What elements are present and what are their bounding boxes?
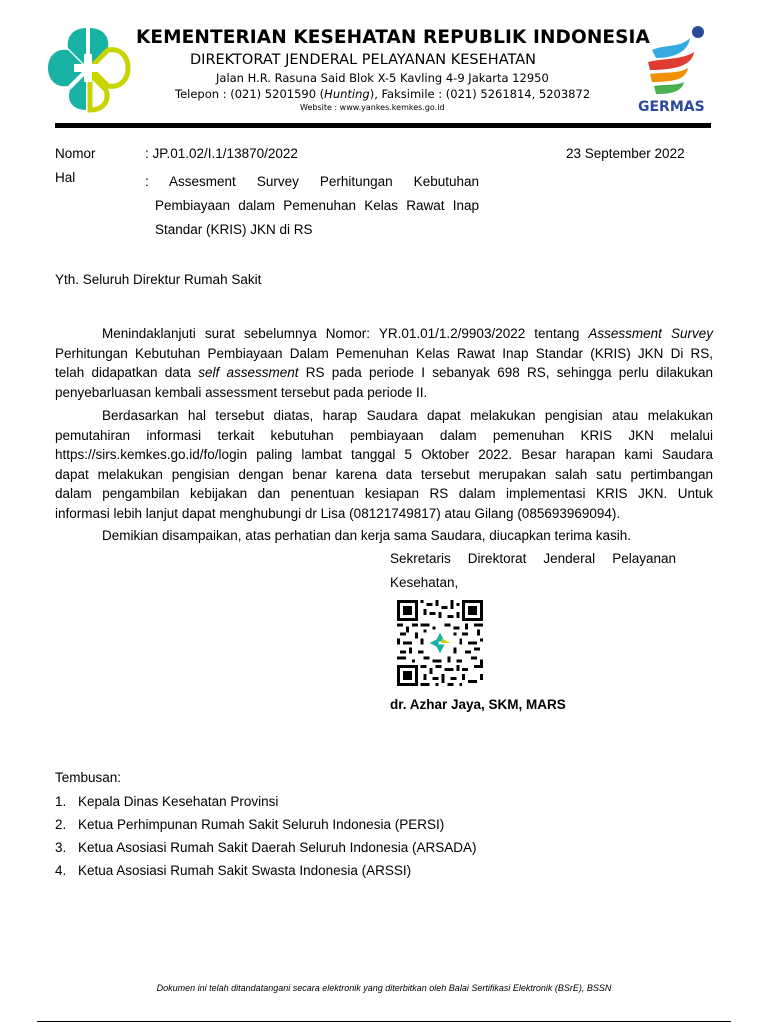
list-item: 2. Ketua Perhimpunan Rumah Sakit Seluruh Indonesia (PERSI) (55, 817, 445, 832)
letterhead-subtitle: DIREKTORAT JENDERAL PELAYANAN KESEHATAN (190, 52, 536, 68)
letterhead-divider (55, 123, 711, 128)
footer-note: Dokumen ini telah ditandatangani secara elektronik yang diterbitkan oleh Balai Sertifikasi Elektronik (BSrE), BSSN (156, 983, 612, 993)
body-paragraph-2: Berdasarkan hal tersebut diatas, harap Saudara dapat melakukan pengisian atau melakukan pemutahiran informasi terkait kebutuhan pembiayaan dalam pemenuhan KRIS JKN melalui https://sirs.kemkes.go.id/fo/login paling lambat tanggal 5 Oktober 2022. Besar harapan kami Saudara dapat melakukan pengisian dengan benar karena data tersebut merupakan salah satu pertimbangan dalam pengambilan kebijakan dan penentuan kesiapan RS dalam implementasi KRIS JKN. Untuk informasi lebih lanjut dapat menghubungi dr Lisa (08121749817) atau Gilang (085693969094). (55, 408, 713, 521)
nomor-value: : JP.01.02/I.1/13870/2022 (145, 146, 298, 161)
hal-subject: : Assesment Survey Perhitungan Kebutuhan Pembiayaan dalam Pemenuhan Kelas Rawat Inap Standar (KRIS) JKN di RS (145, 174, 479, 237)
germas-label: GERMAS (638, 99, 705, 115)
list-item: 3. Ketua Asosiasi Rumah Sakit Daerah Seluruh Indonesia (ARSADA) (55, 840, 477, 855)
list-item: 1. Kepala Dinas Kesehatan Provinsi (55, 794, 279, 809)
letterhead-address: Jalan H.R. Rasuna Said Blok X-5 Kavling 4-9 Jakarta 12950 (216, 71, 549, 85)
hal-label: Hal (55, 170, 76, 185)
body-paragraph-3: Demikian disampaikan, atas perhatian dan kerja sama Saudara, diucapkan terima kasih. (102, 528, 632, 543)
letter-date: 23 September 2022 (566, 146, 685, 161)
letterhead-title: KEMENTERIAN KESEHATAN REPUBLIK INDONESIA (136, 27, 650, 48)
signer-name: dr. Azhar Jaya, SKM, MARS (390, 697, 566, 712)
letterhead-website: Website : www.yankes.kemkes.go.id (300, 103, 445, 112)
body-paragraph-1: Menindaklanjuti surat sebelumnya Nomor: YR.01.01/1.2/9903/2022 tentang Assessment Survey Perhitungan Kebutuhan Pembiayaan Dalam Pemenuhan Kelas Rawat Inap Standar (KRIS) JKN Di RS, telah didapatkan data self assessment RS pada periode I sebanyak 698 RS, sehingga perlu dilakukan penyebarluasan kembali assessment tersebut pada periode II. (55, 326, 714, 400)
nomor-label: Nomor (55, 146, 96, 161)
signature-title: Sekretaris Direktorat Jenderal Pelayanan Kesehatan, (390, 551, 676, 590)
tembusan-list (55, 792, 476, 884)
list-item: 4. Ketua Asosiasi Rumah Sakit Swasta Indonesia (ARSSI) (55, 863, 412, 878)
qr-code-icon (397, 600, 483, 686)
footer-divider (37, 1021, 731, 1022)
letterhead-phone: Telepon : (021) 5201590 (Hunting), Faksimile : (021) 5261814, 5203872 (175, 87, 591, 101)
kemenkes-logo (44, 24, 132, 114)
tembusan-label: Tembusan: (55, 770, 122, 785)
addressee: Yth. Seluruh Direktur Rumah Sakit (55, 272, 262, 287)
